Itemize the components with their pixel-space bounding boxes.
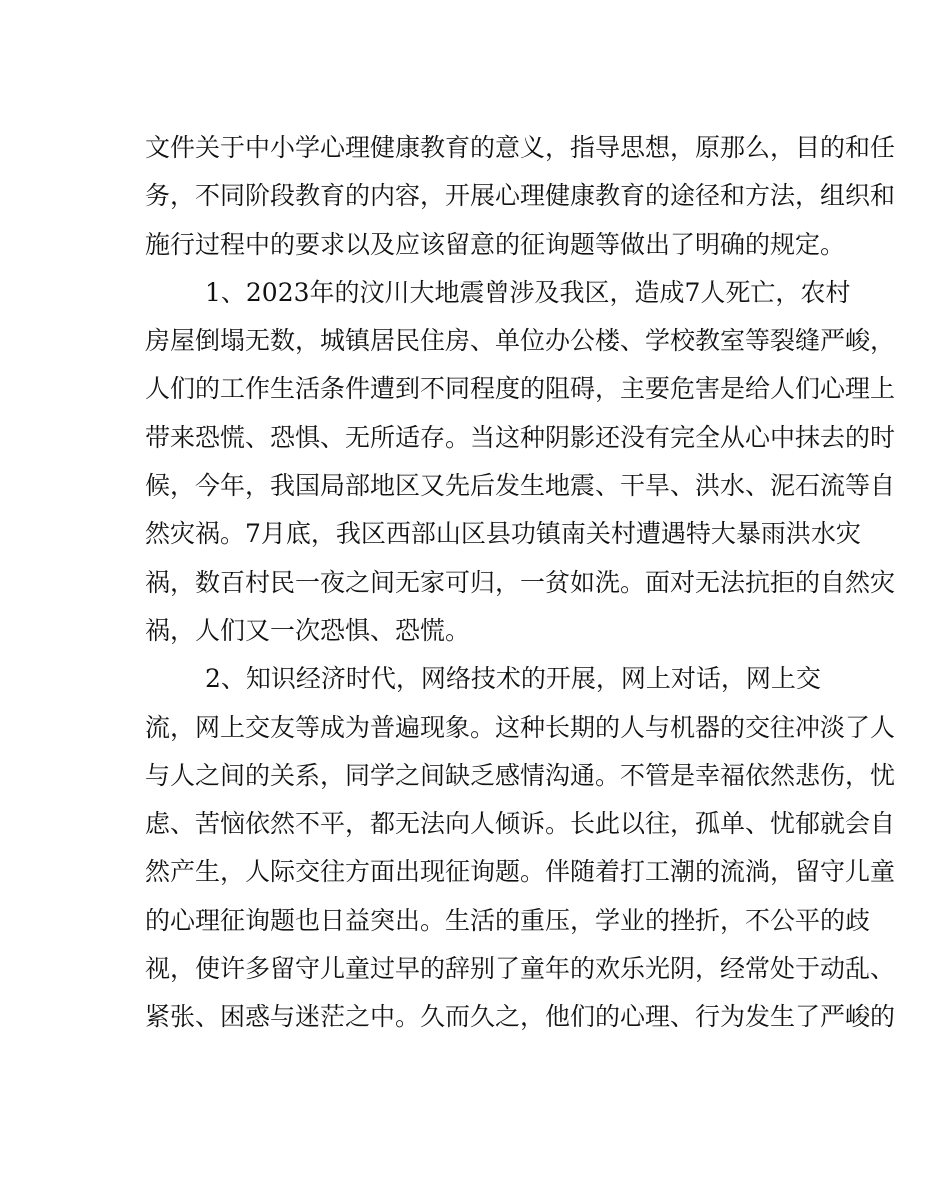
text-line: 文件关于中小学心理健康教育的意义，指导思想，原那么，目的和任 bbox=[145, 133, 896, 162]
text-line: 然产生，人际交往方面出现征询题。伴随着打工潮的流淌，留守儿童 bbox=[145, 857, 896, 887]
text-line: 紧张、困惑与迷茫之中。久而久之，他们的心理、行为发生了严峻的 bbox=[145, 1002, 896, 1032]
text-line: 然灾祸。7月底，我区西部山区县功镇南关村遭遇特大暴雨洪水灾 bbox=[145, 519, 861, 549]
text-line: 虑、苦恼依然不平，都无法向人倾诉。长此以往，孤单、忧郁就会自 bbox=[145, 809, 896, 839]
text-line: 祸，数百村民一夜之间无家可归，一贫如洗。面对无法抗拒的自然灾 bbox=[145, 567, 896, 597]
text-line: 务，不同阶段教育的内容，开展心理健康教育的途径和方法，组织和 bbox=[145, 181, 896, 211]
text-line: 人们的工作生活条件遭到不同程度的阻碍，主要危害是给人们心理上 bbox=[145, 374, 896, 404]
text-line: 流，网上交友等成为普遍现象。这种长期的人与机器的交往冲淡了人 bbox=[145, 712, 896, 742]
text-line: 祸，人们又一次恐惧、恐慌。 bbox=[145, 615, 471, 645]
text-line: 候，今年，我国局部地区又先后发生地震、干旱、洪水、泥石流等自 bbox=[145, 471, 896, 501]
text-line: 房屋倒塌无数，城镇居民住房、单位办公楼、学校教室等裂缝严峻， bbox=[145, 326, 896, 356]
document-page bbox=[145, 124, 896, 1042]
text-line: 的心理征询题也日益突出。生活的重压，学业的挫折，不公平的歧 bbox=[145, 905, 871, 935]
text-line: 视，使许多留守儿童过早的辞别了童年的欢乐光阴，经常处于动乱、 bbox=[145, 954, 896, 984]
paragraph-2-start: 2、知识经济时代，网络技术的开展，网上对话，网上交 bbox=[205, 664, 821, 694]
text-line: 带来恐慌、恐惧、无所适存。当这种阴影还没有完全从心中抹去的时 bbox=[145, 422, 896, 452]
paragraph-1-start: 1、2023年的汶川大地震曾涉及我区，造成7人死亡，农村 bbox=[205, 277, 851, 307]
text-line: 施行过程中的要求以及应该留意的征询题等做出了明确的规定。 bbox=[145, 229, 846, 259]
text-line: 与人之间的关系，同学之间缺乏感情沟通。不管是幸福依然悲伤，忧 bbox=[145, 760, 896, 790]
